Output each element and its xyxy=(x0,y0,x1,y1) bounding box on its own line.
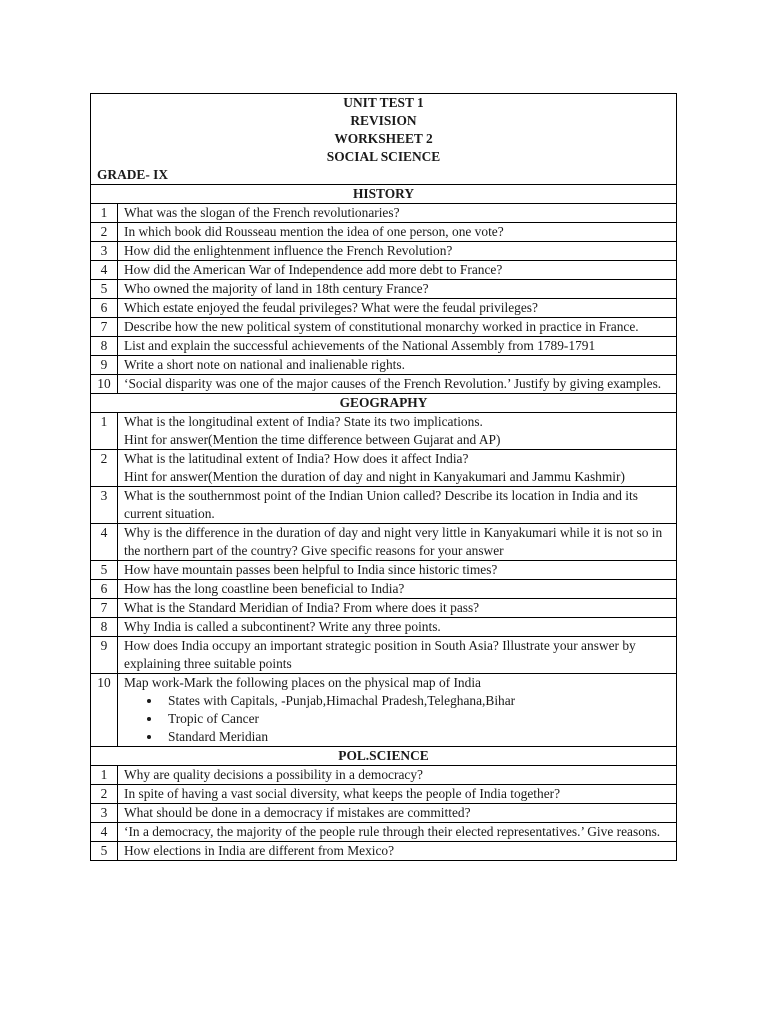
question-row xyxy=(91,450,677,487)
question-row xyxy=(91,223,677,242)
question-row xyxy=(91,299,677,318)
question-text: How does India occupy an important strategic position in South Asia? Illustrate your answer by explaining three suitable points xyxy=(124,638,636,671)
question-cell xyxy=(118,450,677,487)
question-number: 5 xyxy=(91,842,118,861)
question-row xyxy=(91,337,677,356)
question-number: 4 xyxy=(91,261,118,280)
question-row xyxy=(91,204,677,223)
title-subject: SOCIAL SCIENCE xyxy=(326,149,441,164)
question-text: What is the latitudinal extent of India? How does it affect India? xyxy=(124,451,469,466)
grade-label: GRADE- IX xyxy=(97,167,169,182)
question-cell xyxy=(118,299,677,318)
question-cell xyxy=(118,318,677,337)
question-number: 7 xyxy=(91,599,118,618)
question-text: What is the longitudinal extent of India? State its two implications. xyxy=(124,414,483,429)
question-number: 3 xyxy=(91,804,118,823)
question-text: What was the slogan of the French revolutionaries? xyxy=(124,205,400,220)
question-row xyxy=(91,487,677,524)
question-text: Why is the difference in the duration of day and night very little in Kanyakumari while it is not so in the northern part of the country? Give specific reasons for your answer xyxy=(124,525,663,558)
section-row-history xyxy=(91,185,677,204)
map-work-list xyxy=(124,692,670,746)
question-number: 9 xyxy=(91,356,118,375)
question-row xyxy=(91,413,677,450)
question-number: 3 xyxy=(91,487,118,524)
question-row xyxy=(91,823,677,842)
question-text: How did the enlightenment influence the French Revolution? xyxy=(124,243,453,258)
question-number: 2 xyxy=(91,450,118,487)
section-heading: POL.SCIENCE xyxy=(91,747,677,766)
question-number: 5 xyxy=(91,561,118,580)
question-number: 6 xyxy=(91,580,118,599)
question-text: How has the long coastline been beneficial to India? xyxy=(124,581,405,596)
answer-hint: Hint for answer(Mention the time difference between Gujarat and AP) xyxy=(124,432,501,447)
question-row xyxy=(91,318,677,337)
question-cell xyxy=(118,413,677,450)
question-number: 10 xyxy=(91,375,118,394)
question-cell xyxy=(118,223,677,242)
question-number: 2 xyxy=(91,223,118,242)
question-text: Write a short note on national and inalienable rights. xyxy=(124,357,405,372)
question-text: What is the southernmost point of the Indian Union called? Describe its location in India and its current situation. xyxy=(124,488,638,521)
worksheet-table xyxy=(90,93,677,861)
question-cell xyxy=(118,242,677,261)
question-cell xyxy=(118,785,677,804)
question-row xyxy=(91,580,677,599)
question-text: How have mountain passes been helpful to India since historic times? xyxy=(124,562,498,577)
question-number: 2 xyxy=(91,785,118,804)
section-heading: GEOGRAPHY xyxy=(91,394,677,413)
question-text: Why are quality decisions a possibility in a democracy? xyxy=(124,767,423,782)
question-cell xyxy=(118,337,677,356)
question-text: Which estate enjoyed the feudal privileges? What were the feudal privileges? xyxy=(124,300,538,315)
question-cell xyxy=(118,524,677,561)
question-cell xyxy=(118,618,677,637)
question-text: What is the Standard Meridian of India? From where does it pass? xyxy=(124,600,480,615)
map-work-item: • Tropic of Cancer xyxy=(162,710,670,728)
map-work-item: • Standard Meridian xyxy=(162,728,670,746)
question-text: ‘In a democracy, the majority of the people rule through their elected representatives.’ Give reasons. xyxy=(124,824,661,839)
question-number: 1 xyxy=(91,204,118,223)
question-cell xyxy=(118,356,677,375)
question-row xyxy=(91,261,677,280)
question-text: Who owned the majority of land in 18th century France? xyxy=(124,281,429,296)
question-number: 7 xyxy=(91,318,118,337)
question-text: Map work-Mark the following places on the physical map of India xyxy=(124,675,481,690)
question-text: In spite of having a vast social diversity, what keeps the people of India together? xyxy=(124,786,561,801)
question-number: 3 xyxy=(91,242,118,261)
question-number: 5 xyxy=(91,280,118,299)
title-unit-test: UNIT TEST 1 xyxy=(343,95,424,110)
question-number: 1 xyxy=(91,766,118,785)
question-number: 8 xyxy=(91,618,118,637)
question-row xyxy=(91,618,677,637)
question-row xyxy=(91,766,677,785)
question-cell xyxy=(118,674,677,747)
section-row-geography xyxy=(91,394,677,413)
question-number: 4 xyxy=(91,524,118,561)
question-cell xyxy=(118,204,677,223)
question-cell xyxy=(118,766,677,785)
header-cell xyxy=(91,94,677,185)
question-text: Describe how the new political system of constitutional monarchy worked in practice in France. xyxy=(124,319,639,334)
question-cell xyxy=(118,637,677,674)
question-number: 8 xyxy=(91,337,118,356)
question-text: What should be done in a democracy if mistakes are committed? xyxy=(124,805,471,820)
question-cell xyxy=(118,261,677,280)
map-work-item: • States with Capitals, -Punjab,Himachal Pradesh,Teleghana,Bihar xyxy=(162,692,670,710)
question-text: List and explain the successful achievements of the National Assembly from 1789-1791 xyxy=(124,338,596,353)
question-text: How elections in India are different from Mexico? xyxy=(124,843,395,858)
question-row xyxy=(91,561,677,580)
question-number: 9 xyxy=(91,637,118,674)
answer-hint: Hint for answer(Mention the duration of day and night in Kanyakumari and Jammu Kashmir) xyxy=(124,469,625,484)
question-row xyxy=(91,356,677,375)
question-text: ‘Social disparity was one of the major causes of the French Revolution.’ Justify by giving examples. xyxy=(124,376,662,391)
question-text: In which book did Rousseau mention the idea of one person, one vote? xyxy=(124,224,504,239)
section-heading: HISTORY xyxy=(91,185,677,204)
title-worksheet: WORKSHEET 2 xyxy=(334,131,433,146)
question-row xyxy=(91,599,677,618)
question-row xyxy=(91,524,677,561)
question-cell xyxy=(118,823,677,842)
title-revision: REVISION xyxy=(350,113,417,128)
question-cell xyxy=(118,375,677,394)
question-number: 4 xyxy=(91,823,118,842)
question-row xyxy=(91,280,677,299)
question-cell xyxy=(118,280,677,299)
question-number: 1 xyxy=(91,413,118,450)
question-number: 6 xyxy=(91,299,118,318)
question-text: Why India is called a subcontinent? Write any three points. xyxy=(124,619,441,634)
question-row xyxy=(91,785,677,804)
question-cell xyxy=(118,599,677,618)
header-row xyxy=(91,94,677,185)
section-row-polscience xyxy=(91,747,677,766)
question-cell xyxy=(118,487,677,524)
question-row-map-work xyxy=(91,674,677,747)
question-row xyxy=(91,804,677,823)
question-text: How did the American War of Independence add more debt to France? xyxy=(124,262,503,277)
question-cell xyxy=(118,804,677,823)
question-cell xyxy=(118,842,677,861)
question-row xyxy=(91,637,677,674)
question-row xyxy=(91,375,677,394)
question-row xyxy=(91,242,677,261)
question-cell xyxy=(118,561,677,580)
question-cell xyxy=(118,580,677,599)
question-row xyxy=(91,842,677,861)
question-number: 10 xyxy=(91,674,118,747)
